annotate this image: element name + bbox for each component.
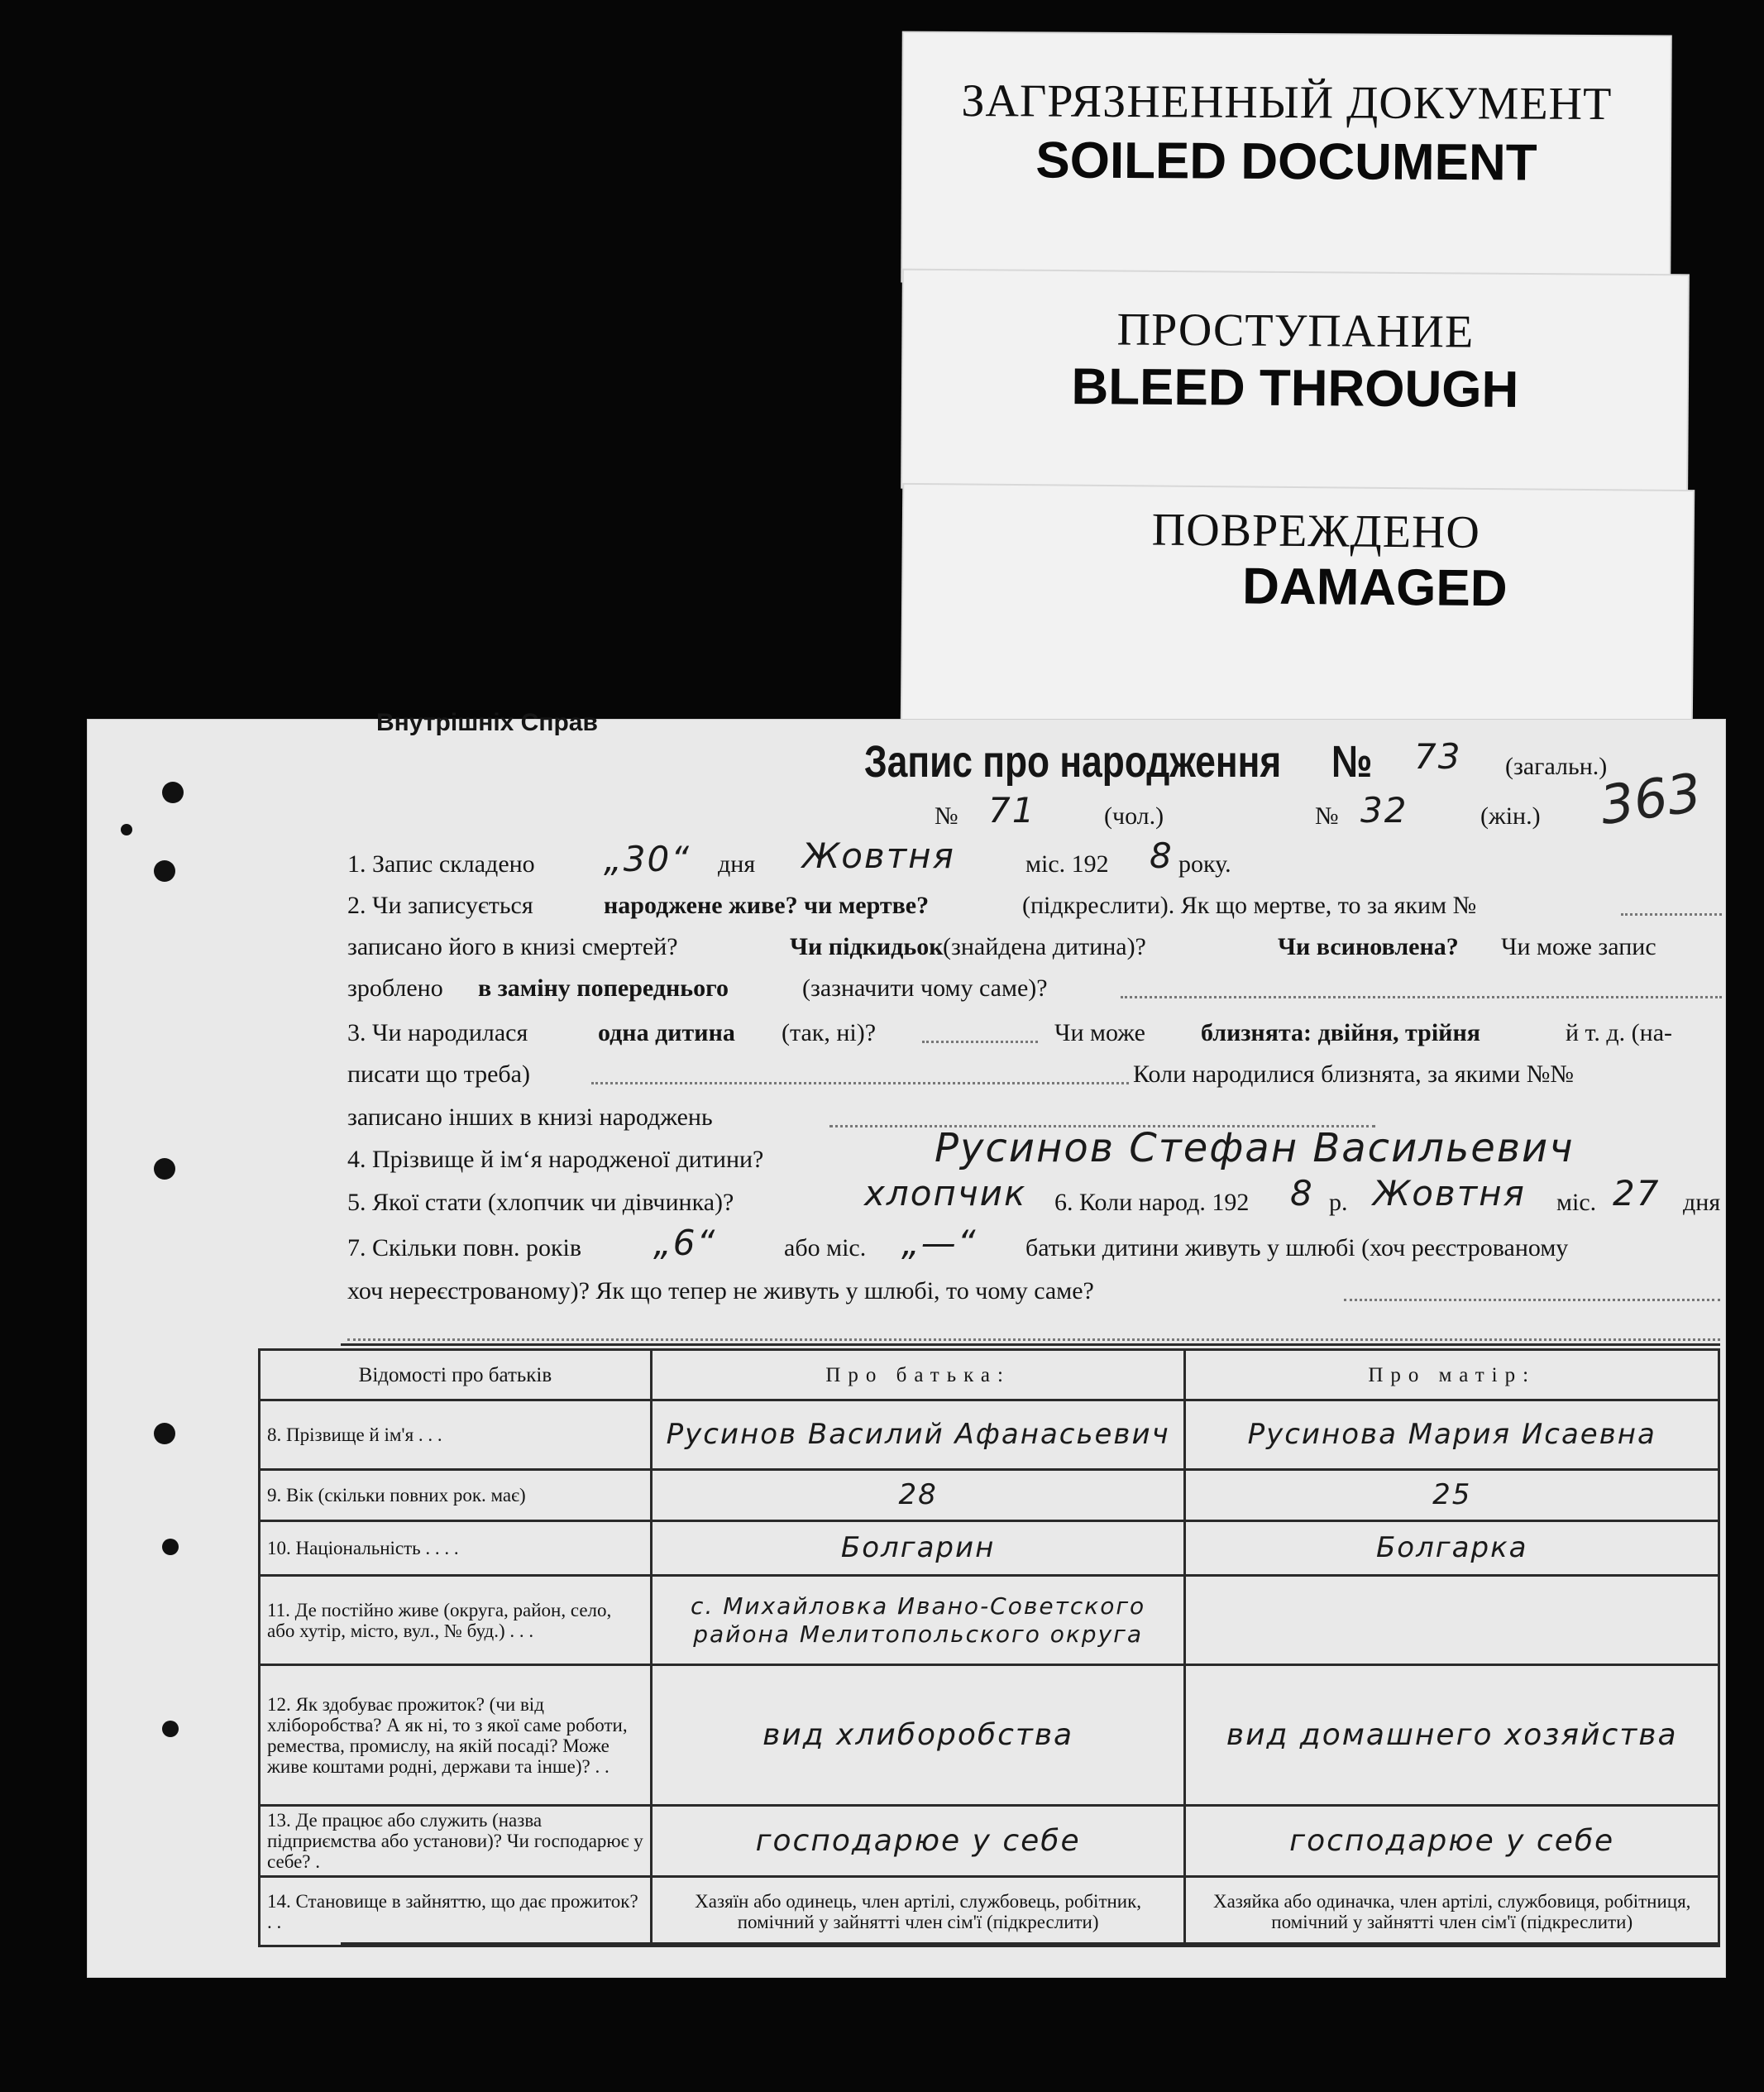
line2-instruction: (підкреслити). Як що мертве, то за яким №: [1022, 892, 1477, 919]
soiled-label-ru: ЗАГРЯЗНЕННЫЙ ДОКУМЕНТ: [961, 74, 1613, 131]
male-number: 71: [988, 790, 1036, 831]
mother-occupation-status: Хазяйка або одиначка, член артілі, службовиця, робітниця, помічний у зайнятті член сім'ї (підкреслити): [1185, 1877, 1719, 1946]
line7-months-label: або міс.: [784, 1234, 867, 1261]
line6-year-label: р.: [1329, 1189, 1348, 1216]
line3-other-records: записано інших в книзі народжень: [347, 1103, 713, 1131]
total-number: 73: [1414, 736, 1462, 777]
line4-label: 4. Прізвище й ім‘я народженої дитини?: [347, 1146, 764, 1173]
child-sex: хлопчик: [864, 1173, 1027, 1214]
table-header-row: [260, 1350, 1719, 1400]
line3-twins-numbers: Коли народилися близнята, за якими №№: [1133, 1060, 1575, 1088]
replacement-field: [1121, 996, 1722, 998]
record-month: Жовтня: [802, 835, 955, 876]
birth-day: 27: [1613, 1173, 1661, 1214]
twins-field: [591, 1082, 1129, 1084]
row-question: 14. Становище в зайняттю, що дає прожиток? . .: [260, 1877, 652, 1946]
header-parents-info: Відомості про батьків: [260, 1350, 652, 1400]
punch-hole: [162, 1721, 179, 1737]
parents-table: [258, 1348, 1720, 1947]
number-sign-male: №: [935, 802, 958, 830]
father-occupation-status: Хазяїн або одинець, член артілі, службовець, робітник, помічний у зайнятті член сім'ї (підкреслити): [651, 1877, 1185, 1946]
female-label: (жін.): [1480, 802, 1541, 830]
line1-label: 1. Запис складено: [347, 850, 535, 878]
line2-replacement: в заміну попереднього: [478, 974, 729, 1002]
table-row: [260, 1877, 1719, 1946]
birth-month: Жовтня: [1373, 1173, 1526, 1214]
line3-twins: близнята: двійня, трійня: [1201, 1019, 1480, 1046]
row-question: 13. Де працює або служить (назва підприємства або установи)? Чи господарює у себе? .: [260, 1806, 652, 1877]
record-day: „30“: [604, 839, 691, 879]
father-nationality: Болгарин: [651, 1521, 1185, 1576]
birth-year: 8: [1290, 1173, 1314, 1214]
bleed-label-ru: ПРОСТУПАНИЕ: [1116, 304, 1475, 358]
row-question: 9. Вік (скільки повних рок. має): [260, 1470, 652, 1521]
row-question: 8. Прізвище й ім'я . . .: [260, 1400, 652, 1470]
line2-death-book: записано його в книзі смертей?: [347, 933, 678, 960]
row-question: 11. Де постійно живе (округа, район, село, або хутір, місто, вул., № буд.) . . .: [260, 1576, 652, 1665]
line2-adopted: Чи всиновлена?: [1278, 933, 1459, 960]
marriage-months: „—“: [901, 1223, 978, 1263]
line2-made: зроблено: [347, 974, 443, 1002]
number-sign-female: №: [1315, 802, 1339, 830]
mother-nationality: Болгарка: [1185, 1521, 1719, 1576]
line7-label: 7. Скільки повн. років: [347, 1234, 582, 1261]
number-sign: №: [1331, 737, 1373, 787]
line7-marriage-q: батьки дитини живуть у шлюбі (хоч реєстрованому: [1025, 1234, 1569, 1261]
damaged-label-ru: ПОВРЕЖДЕНО: [1151, 504, 1481, 558]
mother-livelihood: вид домашнего хозяйства: [1185, 1665, 1719, 1806]
not-married-field: [1344, 1299, 1720, 1301]
extra-line-field: [347, 1338, 1720, 1341]
line5-label: 5. Якої стати (хлопчик чи дівчинка)?: [347, 1189, 734, 1216]
line1-year-label: року.: [1178, 850, 1231, 878]
line3-single-child: одна дитина: [598, 1019, 735, 1046]
line6-label: 6. Коли народ. 192: [1054, 1189, 1250, 1216]
line6-day-label: дня: [1683, 1189, 1721, 1216]
punch-hole: [162, 782, 184, 803]
table-row: [260, 1806, 1719, 1877]
line2-replacement-note: (зазначити чому саме)?: [802, 974, 1048, 1002]
header-mother: Про матір:: [1185, 1350, 1719, 1400]
table-row: [260, 1521, 1719, 1576]
mother-workplace: господарюе у себе: [1185, 1806, 1719, 1877]
male-label: (чол.): [1104, 802, 1164, 830]
table-top-rule: [341, 1343, 1720, 1346]
mother-age: 25: [1185, 1470, 1719, 1521]
total-label: (загальн.): [1505, 753, 1608, 780]
line3-etc: й т. д. (на-: [1566, 1019, 1673, 1046]
line6-month-label: міс.: [1556, 1189, 1597, 1216]
form-title: Запис про народження: [864, 737, 1282, 787]
line2-label: 2. Чи записується: [347, 892, 533, 919]
father-livelihood: вид хлиборобства: [651, 1665, 1185, 1806]
line3-maybe: Чи може: [1054, 1019, 1145, 1046]
line1-month-label: міс. 192: [1025, 850, 1109, 878]
bleed-through-card: [902, 270, 1688, 493]
punch-hole: [162, 1539, 179, 1555]
table-row: [260, 1470, 1719, 1521]
line2-foundling: Чи підкидьок: [790, 933, 944, 960]
female-number: 32: [1360, 790, 1408, 831]
page-number: 363: [1596, 762, 1705, 838]
punch-hole: [154, 1158, 175, 1180]
father-workplace: господарюе у себе: [651, 1806, 1185, 1877]
line3-write: писати що треба): [347, 1060, 530, 1088]
mother-name: Русинова Мария Исаевна: [1185, 1400, 1719, 1470]
table-bottom-rule: [341, 1942, 1720, 1945]
mother-residence: [1185, 1576, 1719, 1665]
line3-yes-no: (так, ні)?: [782, 1019, 877, 1046]
father-name: Русинов Василий Афанасьевич: [651, 1400, 1185, 1470]
table-row: [260, 1400, 1719, 1470]
table-row: [260, 1665, 1719, 1806]
father-residence: с. Михайловка Ивано-Советского района Мелитопольского округа: [651, 1576, 1185, 1665]
death-number-field: [1621, 913, 1722, 916]
child-name: Русинов Стефан Васильевич: [935, 1125, 1575, 1171]
bleed-label-en: BLEED THROUGH: [1071, 358, 1519, 419]
line2-foundling-note: (знайдена дитина)?: [943, 933, 1146, 960]
line7-not-married-q: хоч нереєстрованому)? Як що тепер не живуть у шлюбі, то чому саме?: [347, 1277, 1094, 1305]
row-question: 10. Національність . . . .: [260, 1521, 652, 1576]
line1-day-label: дня: [718, 850, 756, 878]
soiled-document-card: [902, 33, 1671, 285]
soiled-label-en: SOILED DOCUMENT: [1035, 132, 1537, 192]
punch-hole: [154, 1423, 175, 1444]
punch-hole: [121, 824, 132, 835]
record-year: 8: [1150, 835, 1174, 876]
damaged-label-en: DAMAGED: [1241, 558, 1508, 618]
ministry-header: Внутрішніх Справ: [376, 709, 598, 736]
marriage-years: „6“: [653, 1223, 717, 1263]
damaged-card: [902, 485, 1693, 731]
line3-label: 3. Чи народилася: [347, 1019, 528, 1046]
father-age: 28: [651, 1470, 1185, 1521]
header-father: Про батька:: [651, 1350, 1185, 1400]
line2-alive-dead: народжене живе? чи мертве?: [604, 892, 930, 919]
line2-replacement-q: Чи може запис: [1501, 933, 1656, 960]
row-question: 12. Як здобуває прожиток? (чи від хліборобства? А як ні, то з якої саме роботи, ремества, промислу, на якій посаді? Може живе коштами родні, держави та інше)? . .: [260, 1665, 652, 1806]
single-child-field: [922, 1041, 1038, 1043]
punch-hole: [154, 860, 175, 882]
table-row: [260, 1576, 1719, 1665]
